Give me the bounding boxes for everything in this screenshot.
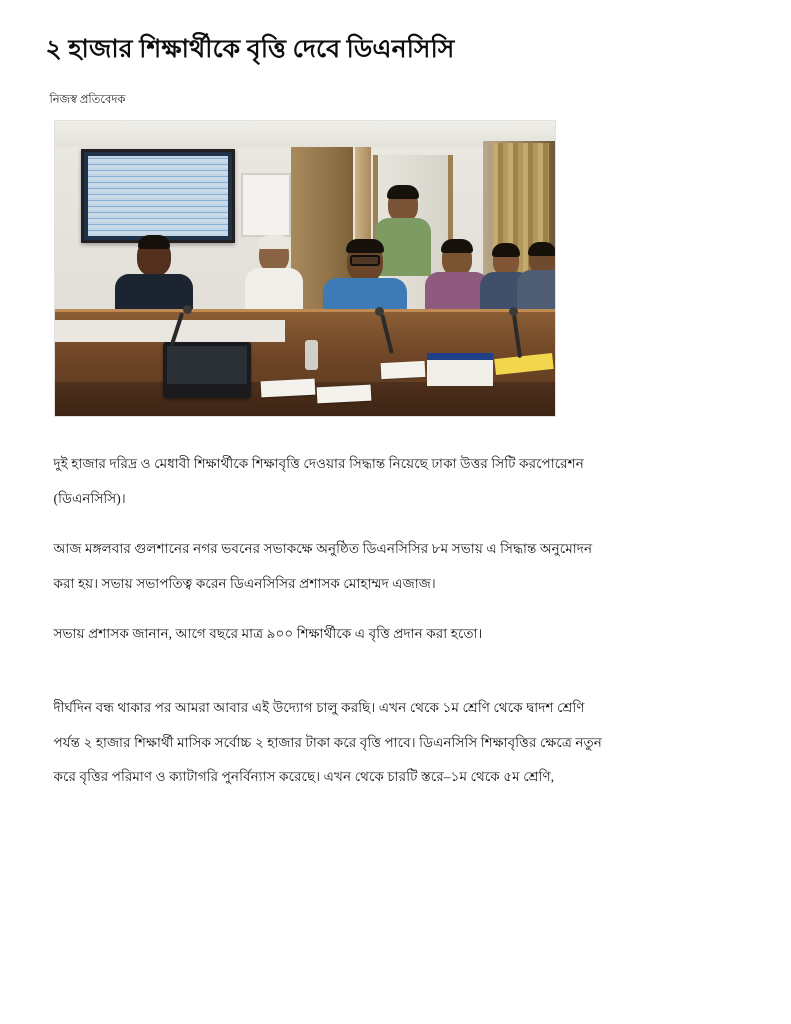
photo-scene xyxy=(55,121,555,416)
photo-person-head xyxy=(388,188,418,222)
photo-person-head xyxy=(347,242,383,282)
photo-projector-content xyxy=(88,156,228,236)
photo-whiteboard xyxy=(241,173,291,237)
photo-person-hair xyxy=(528,242,555,256)
photo-microphone-head-2 xyxy=(375,307,384,316)
photo-person-head xyxy=(259,238,289,272)
photo-laptop xyxy=(163,342,251,398)
photo-person-glasses xyxy=(350,255,380,266)
article-paragraph: দীর্ঘদিন বন্ধ থাকার পর আমরা আবার এই উদ্যোগ চালু করছি। এখন থেকে ১ম শ্রেণি থেকে দ্বাদশ শ্রেণি পর্যন্ত ২ হাজার শিক্ষার্থী মাসিক সর্বোচ্চ ২ হাজার টাকা করে বৃত্তি পাবে। ডিএনসিসি শিক্ষাবৃত্তির ক্ষেত্রে নতুন করে বৃত্তির পরিমাণ ও ক্যাটাগরি পুনর্বিন্যাস করেছে। এখন থেকে চারটি স্তরে–১ম থেকে ৫ম শ্রেণি, xyxy=(53,700,602,785)
photo-papers-2 xyxy=(316,385,371,404)
article-paragraph: সভায় প্রশাসক জানান, আগে বছরে মাত্র ৯০০ শিক্ষার্থীকে এ বৃত্তি প্রদান করা হতো। xyxy=(53,625,483,641)
article-paragraph: দুই হাজার দরিদ্র ও মেধাবী শিক্ষার্থীকে শিক্ষাবৃত্তি দেওয়ার সিদ্ধান্ত নিয়েছে ঢাকা উত্তর সিটি করপোরেশন (ডিএনসিসি)। xyxy=(53,456,584,506)
photo-projector-screen xyxy=(81,149,235,243)
photo-person-hair xyxy=(492,243,520,257)
photo-microphone-head-3 xyxy=(509,307,518,316)
photo-water-bottle xyxy=(305,340,318,370)
photo-laptop-screen xyxy=(167,346,247,384)
photo-person-head xyxy=(137,238,171,276)
photo-papers-1 xyxy=(260,379,315,398)
photo-papers-3 xyxy=(380,361,425,379)
photo-person-cap xyxy=(258,235,290,249)
photo-microphone-head-1 xyxy=(183,305,192,314)
page-title: ২ হাজার শিক্ষার্থীকে বৃত্তি দেবে ডিএনসিসি xyxy=(45,36,455,63)
article-container xyxy=(46,34,746,795)
photo-person-hair xyxy=(387,185,419,199)
photo-table-cloth xyxy=(55,320,285,342)
article-photo xyxy=(54,120,556,417)
photo-person-hair xyxy=(441,239,473,253)
photo-ceiling xyxy=(55,121,555,147)
photo-person-head xyxy=(442,242,472,276)
byline: নিজস্ব প্রতিবেদক xyxy=(49,94,126,107)
photo-person-hair xyxy=(138,235,170,249)
photo-tissue-box xyxy=(427,353,493,386)
article-paragraph: আজ মঙ্গলবার গুলশানের নগর ভবনের সভাকক্ষে অনুষ্ঠিত ডিএনসিসির ৮ম সভায় এ সিদ্ধান্ত অনুমোদন করা হয়। সভায় সভাপতিত্ব করেন ডিএনসিসির প্রশাসক মোহাম্মদ এজাজ। xyxy=(53,541,593,591)
photo-person-hair xyxy=(346,239,384,253)
